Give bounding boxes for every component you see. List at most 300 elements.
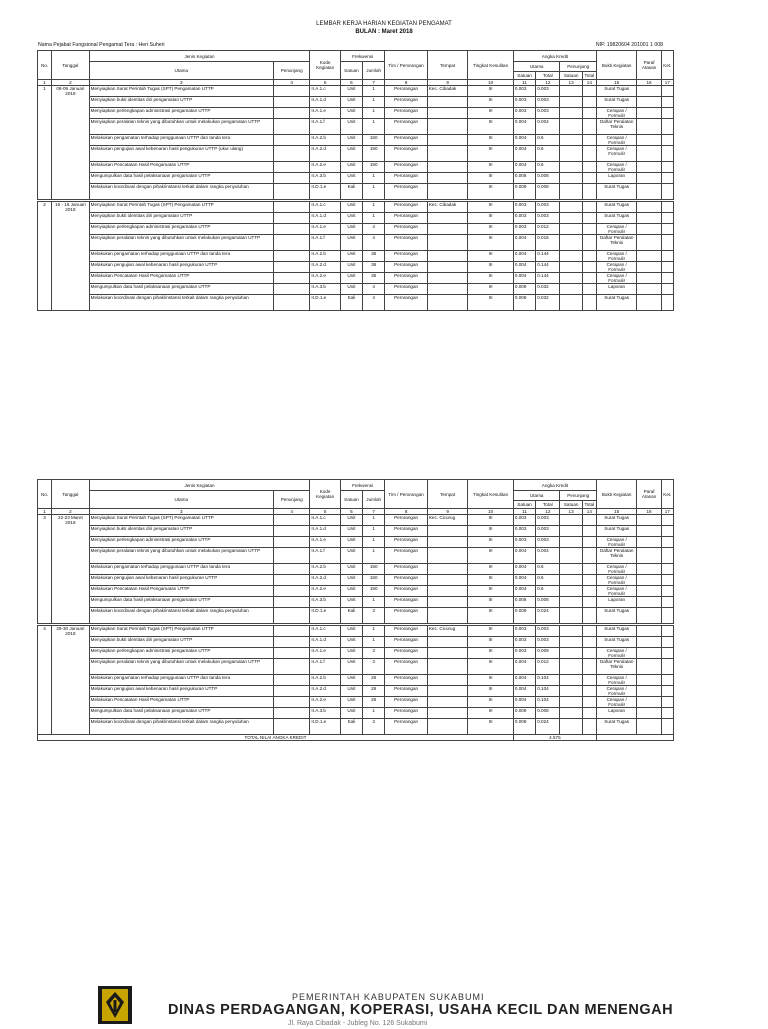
header-tanggal: Tanggal: [52, 51, 89, 80]
support-total: [582, 224, 596, 235]
quantity: 3: [363, 608, 385, 624]
difficulty-level: III: [468, 564, 514, 575]
supervisor-initial: [637, 548, 661, 564]
support-unit: [560, 146, 582, 162]
support-total: [582, 108, 596, 119]
activity-code: II.A.2.d: [310, 262, 340, 273]
team: Perorangan: [385, 224, 428, 235]
proof: Cerapan / Formulir: [596, 162, 637, 173]
credit-total: 0.6: [536, 135, 560, 146]
activity-code: II.A.1.d: [310, 97, 340, 108]
credit-unit: 0.004: [513, 575, 535, 586]
support-total: [582, 575, 596, 586]
activity-code: II.A.2.b: [310, 135, 340, 146]
total-blank: [596, 735, 673, 741]
unit: Unit: [340, 284, 362, 295]
row-no: 4: [38, 626, 52, 735]
activity-support: [273, 548, 309, 564]
row-date: 22-23 Maret 2018: [52, 515, 89, 624]
support-unit: [560, 564, 582, 575]
activity-support: [273, 697, 309, 708]
activity-support: [273, 251, 309, 262]
activity-main: Menyiapkan peralatan teknis yang dibutuhkan untuk melakukan pengamatan UTTP: [89, 659, 273, 675]
team: Perorangan: [385, 648, 428, 659]
activity-code: II.A.2.b: [310, 251, 340, 262]
activity-code: II.A.2.e: [310, 586, 340, 597]
difficulty-level: III: [468, 108, 514, 119]
activity-main: Melakukan pengujian awal kebenaran hasil pengukuran UTTP: [89, 262, 273, 273]
unit: Unit: [340, 626, 362, 637]
quantity: 4: [363, 284, 385, 295]
difficulty-level: III: [468, 608, 514, 624]
activity-code: II.A.1.c: [310, 202, 340, 213]
support-total: [582, 119, 596, 135]
team: Perorangan: [385, 108, 428, 119]
credit-total: 0.144: [536, 273, 560, 284]
unit: Unit: [340, 135, 362, 146]
activity-main: Menyiapkan peralatan teknis yang dibutuhkan untuk melakukan pengamatan UTTP: [89, 235, 273, 251]
difficulty-level: III: [468, 173, 514, 184]
proof: Cerapan / Formulir: [596, 224, 637, 235]
team: Perorangan: [385, 184, 428, 200]
support-unit: [560, 97, 582, 108]
supervisor-initial: [637, 675, 661, 686]
difficulty-level: III: [468, 202, 514, 213]
support-unit: [560, 597, 582, 608]
support-unit: [560, 262, 582, 273]
activity-code: II.A.3.b: [310, 173, 340, 184]
supervisor-initial: [637, 708, 661, 719]
column-number: 12: [536, 509, 560, 515]
difficulty-level: III: [468, 284, 514, 295]
activity-code: II.A.3.b: [310, 708, 340, 719]
table-row: [38, 284, 674, 295]
support-total: [582, 608, 596, 624]
team: Perorangan: [385, 202, 428, 213]
activity-code: II.D.1.e: [310, 608, 340, 624]
support-unit: [560, 235, 582, 251]
support-total: [582, 675, 596, 686]
table-row: [38, 202, 674, 213]
activity-code: II.A.1.c: [310, 86, 340, 97]
supervisor-initial: [637, 135, 661, 146]
activity-main: Menyiapkan peralatan teknis yang dibutuhkan untuk melakukan pengamatan UTTP: [89, 548, 273, 564]
place: [427, 659, 468, 675]
supervisor-initial: [637, 235, 661, 251]
support-total: [582, 251, 596, 262]
support-total: [582, 564, 596, 575]
header-ak-total-2: Total: [582, 501, 596, 509]
difficulty-level: III: [468, 648, 514, 659]
table-row: [38, 273, 674, 284]
credit-unit: 0.003: [513, 637, 535, 648]
activity-support: [273, 659, 309, 675]
unit: Unit: [340, 526, 362, 537]
credit-total: 0.012: [536, 659, 560, 675]
place: [427, 686, 468, 697]
credit-total: 0.144: [536, 262, 560, 273]
remarks: [661, 608, 673, 624]
activity-main: Menyiapkan peralatan teknis yang dibutuhkan untuk melakukan pengamatan UTTP: [89, 119, 273, 135]
team: Perorangan: [385, 659, 428, 675]
activity-main: Melakukan Pencatatan Hasil Pengamatan UTTP: [89, 162, 273, 173]
remarks: [661, 708, 673, 719]
table-row: [38, 637, 674, 648]
place: [427, 575, 468, 586]
team: Perorangan: [385, 526, 428, 537]
unit: Unit: [340, 262, 362, 273]
support-unit: [560, 659, 582, 675]
activity-support: [273, 184, 309, 200]
difficulty-level: III: [468, 697, 514, 708]
credit-unit: 0.003: [513, 202, 535, 213]
table-row: [38, 184, 674, 200]
quantity: 3: [363, 659, 385, 675]
activity-code: II.D.1.e: [310, 719, 340, 735]
header-ak-utama: Utama: [513, 62, 560, 72]
activity-support: [273, 173, 309, 184]
unit: Unit: [340, 173, 362, 184]
support-unit: [560, 86, 582, 97]
difficulty-level: III: [468, 675, 514, 686]
table-row: [38, 697, 674, 708]
supervisor-initial: [637, 697, 661, 708]
place: [427, 548, 468, 564]
credit-total: 0.008: [536, 708, 560, 719]
proof: Daftar Peralatan Teknis: [596, 235, 637, 251]
worksheet-table-2: [37, 479, 674, 741]
column-number: 17: [661, 80, 673, 86]
activity-main: Melakukan pengamatan terhadap penggunaan UTTP dan tanda tera: [89, 564, 273, 575]
place: [427, 526, 468, 537]
place: [427, 235, 468, 251]
credit-unit: 0.004: [513, 146, 535, 162]
activity-support: [273, 719, 309, 735]
credit-total: 0.003: [536, 97, 560, 108]
activity-support: [273, 202, 309, 213]
credit-total: 0.104: [536, 686, 560, 697]
credit-total: 0.003: [536, 86, 560, 97]
column-number: 3: [89, 80, 273, 86]
activity-main: Menyiapkan Surat Perintah Tugas (SPT) Pengamatan UTTP: [89, 86, 273, 97]
header-ak-total: Total: [536, 72, 560, 80]
supervisor-initial: [637, 515, 661, 526]
credit-total: 0.003: [536, 202, 560, 213]
place: [427, 224, 468, 235]
supervisor-initial: [637, 637, 661, 648]
activity-support: [273, 284, 309, 295]
worksheet-table-1: [37, 50, 674, 311]
difficulty-level: III: [468, 262, 514, 273]
credit-unit: 0.004: [513, 273, 535, 284]
unit: Unit: [340, 648, 362, 659]
quantity: 1: [363, 515, 385, 526]
table-row: [38, 108, 674, 119]
column-number: 11: [513, 80, 535, 86]
table-row: [38, 146, 674, 162]
remarks: [661, 537, 673, 548]
difficulty-level: III: [468, 295, 514, 311]
column-number: 5: [310, 509, 340, 515]
credit-unit: 0.008: [513, 173, 535, 184]
activity-main: Menyiapkan perlengkapan administrasi pengamatan UTTP: [89, 648, 273, 659]
supervisor-initial: [637, 295, 661, 311]
remarks: [661, 626, 673, 637]
proof: Cerapan / Formulir: [596, 575, 637, 586]
activity-support: [273, 162, 309, 173]
activity-main: Menyiapkan bukti identitas diri pengamatan UTTP: [89, 213, 273, 224]
activity-main: Mengumpulkan data hasil pelaksanaan pengamatan UTTP: [89, 708, 273, 719]
place: [427, 262, 468, 273]
quantity: 4: [363, 235, 385, 251]
activity-support: [273, 515, 309, 526]
team: Perorangan: [385, 146, 428, 162]
unit: Kali: [340, 295, 362, 311]
table-row: [38, 97, 674, 108]
document-period: BULAN : Maret 2018: [355, 29, 413, 35]
column-number: 4: [273, 80, 309, 86]
quantity: 1: [363, 184, 385, 200]
support-unit: [560, 515, 582, 526]
column-number: 13: [560, 509, 582, 515]
activity-support: [273, 637, 309, 648]
supervisor-initial: [637, 659, 661, 675]
header-angka-kredit: Angka Kredit: [513, 51, 596, 62]
difficulty-level: III: [468, 86, 514, 97]
place: [427, 273, 468, 284]
support-unit: [560, 224, 582, 235]
activity-support: [273, 626, 309, 637]
place: Kec. Cibadak: [427, 86, 468, 97]
team: Perorangan: [385, 251, 428, 262]
header-ak-total: Total: [536, 501, 560, 509]
activity-support: [273, 213, 309, 224]
difficulty-level: III: [468, 686, 514, 697]
place: [427, 586, 468, 597]
support-unit: [560, 119, 582, 135]
difficulty-level: III: [468, 119, 514, 135]
supervisor-initial: [637, 262, 661, 273]
difficulty-level: III: [468, 515, 514, 526]
header-satuan: Satuan: [340, 491, 362, 509]
credit-total: 0.016: [536, 235, 560, 251]
support-total: [582, 515, 596, 526]
proof: Surat Tugas: [596, 86, 637, 97]
credit-unit: 0.004: [513, 251, 535, 262]
activity-main: Menyiapkan perlengkapan administrasi pengamatan UTTP: [89, 108, 273, 119]
row-no: 3: [38, 515, 52, 624]
activity-code: II.A.1.c: [310, 626, 340, 637]
credit-total: 0.104: [536, 697, 560, 708]
column-number: 8: [385, 80, 428, 86]
place: [427, 719, 468, 735]
header-ak-penunjang: Penunjang: [560, 491, 596, 501]
remarks: [661, 597, 673, 608]
table-row: [38, 719, 674, 735]
activity-support: [273, 686, 309, 697]
support-total: [582, 648, 596, 659]
quantity: 1: [363, 213, 385, 224]
activity-main: Mengumpulkan data hasil pelaksanaan pengamatan UTTP: [89, 173, 273, 184]
credit-unit: 0.004: [513, 564, 535, 575]
row-date: 08-09 Januari 2018: [52, 86, 89, 200]
proof: Surat Tugas: [596, 608, 637, 624]
unit: Unit: [340, 564, 362, 575]
credit-unit: 0.008: [513, 708, 535, 719]
activity-table: [37, 479, 674, 741]
team: Perorangan: [385, 597, 428, 608]
support-unit: [560, 708, 582, 719]
remarks: [661, 515, 673, 526]
support-unit: [560, 626, 582, 637]
supervisor-initial: [637, 213, 661, 224]
credit-unit: 0.003: [513, 224, 535, 235]
support-unit: [560, 526, 582, 537]
credit-unit: 0.008: [513, 597, 535, 608]
table-row: [38, 659, 674, 675]
credit-unit: 0.008: [513, 184, 535, 200]
activity-code: II.A.2.d: [310, 146, 340, 162]
remarks: [661, 97, 673, 108]
activity-main: Menyiapkan bukti identitas diri pengamatan UTTP: [89, 526, 273, 537]
quantity: 1: [363, 637, 385, 648]
total-label: TOTAL NILAI ANGKA KREDIT: [38, 735, 514, 741]
activity-code: II.A.1.e: [310, 648, 340, 659]
supervisor-initial: [637, 162, 661, 173]
remarks: [661, 648, 673, 659]
remarks: [661, 697, 673, 708]
proof: Cerapan / Formulir: [596, 108, 637, 119]
team: Perorangan: [385, 564, 428, 575]
activity-code: II.A.2.e: [310, 273, 340, 284]
credit-unit: 0.004: [513, 659, 535, 675]
place: [427, 708, 468, 719]
table-row: [38, 564, 674, 575]
remarks: [661, 686, 673, 697]
team: Perorangan: [385, 262, 428, 273]
header-tempat: Tempat: [427, 51, 468, 80]
remarks: [661, 184, 673, 200]
credit-unit: 0.003: [513, 86, 535, 97]
column-number: 10: [468, 80, 514, 86]
unit: Unit: [340, 86, 362, 97]
support-total: [582, 659, 596, 675]
activity-code: II.A.2.b: [310, 564, 340, 575]
quantity: 1: [363, 202, 385, 213]
proof: Cerapan / Formulir: [596, 675, 637, 686]
proof: Laporan: [596, 284, 637, 295]
table-row: [38, 686, 674, 697]
column-number: 16: [637, 80, 661, 86]
remarks: [661, 162, 673, 173]
proof: Cerapan / Formulir: [596, 586, 637, 597]
credit-total: 0.032: [536, 284, 560, 295]
column-number: 13: [560, 80, 582, 86]
activity-main: Melakukan pengujian awal kebenaran hasil pengukuran UTTP: [89, 575, 273, 586]
credit-unit: 0.003: [513, 648, 535, 659]
place: [427, 251, 468, 262]
unit: Unit: [340, 708, 362, 719]
support-total: [582, 626, 596, 637]
support-total: [582, 235, 596, 251]
place: [427, 295, 468, 311]
table-row: [38, 608, 674, 624]
quantity: 150: [363, 564, 385, 575]
remarks: [661, 284, 673, 295]
quantity: 1: [363, 173, 385, 184]
proof: Surat Tugas: [596, 515, 637, 526]
unit: Unit: [340, 119, 362, 135]
proof: Laporan: [596, 597, 637, 608]
unit: Unit: [340, 686, 362, 697]
activity-main: Melakukan pengamatan terhadap penggunaan UTTP dan tanda tera: [89, 251, 273, 262]
header-jumlah: Jumlah: [363, 62, 385, 80]
credit-unit: 0.008: [513, 608, 535, 624]
support-unit: [560, 548, 582, 564]
remarks: [661, 202, 673, 213]
unit: Unit: [340, 273, 362, 284]
place: [427, 184, 468, 200]
place: [427, 213, 468, 224]
header-penunjang: Penunjang: [273, 62, 309, 80]
place: [427, 284, 468, 295]
credit-total: 0.104: [536, 675, 560, 686]
supervisor-initial: [637, 686, 661, 697]
support-total: [582, 548, 596, 564]
activity-support: [273, 108, 309, 119]
table-row: [38, 526, 674, 537]
unit: Unit: [340, 235, 362, 251]
credit-unit: 0.004: [513, 548, 535, 564]
team: Perorangan: [385, 135, 428, 146]
remarks: [661, 108, 673, 119]
activity-code: II.A.2.d: [310, 575, 340, 586]
support-unit: [560, 686, 582, 697]
activity-support: [273, 224, 309, 235]
activity-support: [273, 273, 309, 284]
header-ak-penunjang: Penunjang: [560, 62, 596, 72]
difficulty-level: III: [468, 184, 514, 200]
unit: Unit: [340, 108, 362, 119]
unit: Unit: [340, 575, 362, 586]
official-nip: NIP. 19820604 201001 1 008: [595, 42, 663, 48]
supervisor-initial: [637, 608, 661, 624]
support-total: [582, 284, 596, 295]
support-unit: [560, 284, 582, 295]
header-ak-satuan: Satuan: [513, 501, 535, 509]
activity-main: Melakukan koordinasi dengan pihak/instansi terkait dalam rangka penyuluhan: [89, 184, 273, 200]
quantity: 150: [363, 146, 385, 162]
quantity: 1: [363, 548, 385, 564]
header-no: No.: [38, 480, 52, 509]
proof: Surat Tugas: [596, 637, 637, 648]
team: Perorangan: [385, 697, 428, 708]
quantity: 26: [363, 697, 385, 708]
difficulty-level: III: [468, 135, 514, 146]
credit-unit: 0.003: [513, 213, 535, 224]
quantity: 3: [363, 719, 385, 735]
remarks: [661, 548, 673, 564]
column-number: 3: [89, 509, 273, 515]
quantity: 36: [363, 251, 385, 262]
team: Perorangan: [385, 626, 428, 637]
credit-total: 0.024: [536, 719, 560, 735]
team: Perorangan: [385, 162, 428, 173]
proof: Cerapan / Formulir: [596, 686, 637, 697]
remarks: [661, 295, 673, 311]
header-frekwensi: Frekwensi: [340, 51, 385, 62]
column-number: 5: [310, 80, 340, 86]
